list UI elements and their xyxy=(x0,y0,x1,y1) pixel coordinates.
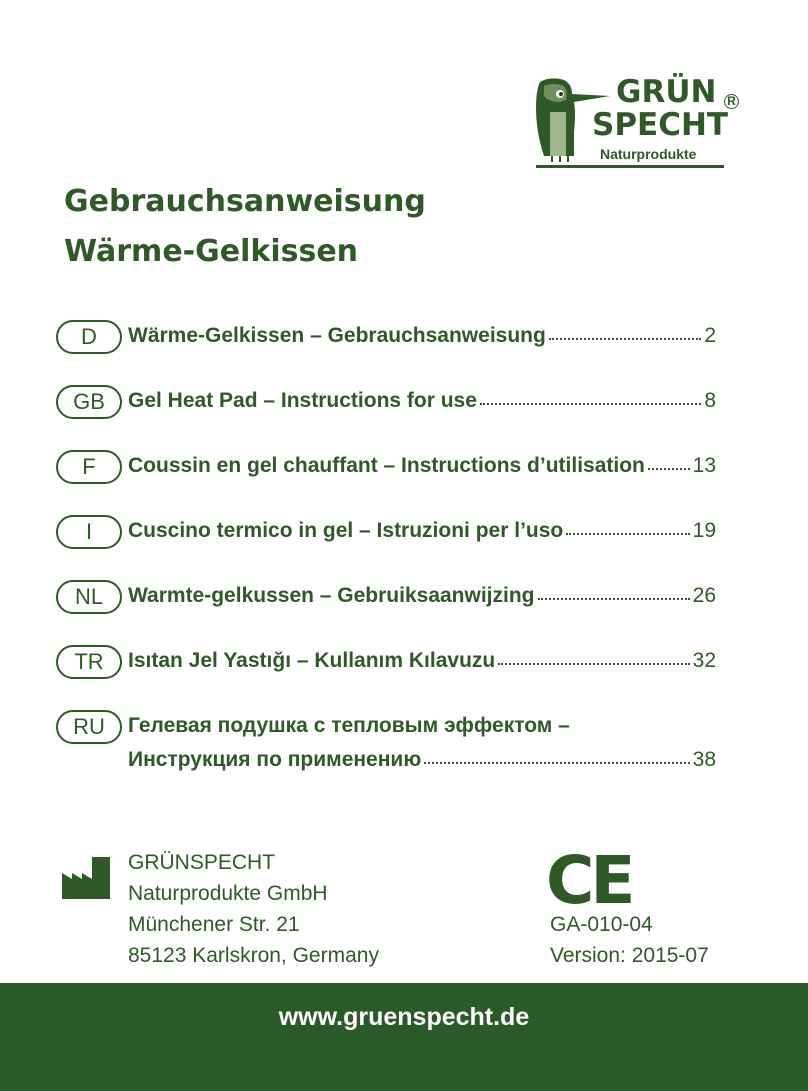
toc-entry-title: Isıtan Jel Yastığı – Kullanım Kılavuzu xyxy=(128,649,496,672)
toc-entry-title: Warmte-gelkussen – Gebruiksaanwijzing xyxy=(128,584,535,607)
toc-entry-title: Wärme-Gelkissen – Gebrauchsanweisung xyxy=(128,324,546,347)
toc-entry-de[interactable] xyxy=(56,320,716,356)
toc-entry-title-line2: Инструкция по применению xyxy=(128,748,422,771)
toc-page-number: 26 xyxy=(692,584,716,607)
product-title: Wärme-Gelkissen xyxy=(64,234,359,269)
manufacturer-name: GRÜNSPECHT xyxy=(128,851,276,874)
document-id: GA-010-04 xyxy=(550,913,653,936)
language-badge: F xyxy=(56,450,122,484)
toc-entry-title: Coussin en gel chauffant – Instructions d’utilisation xyxy=(128,454,645,477)
toc-page-number: 32 xyxy=(692,649,716,672)
manufacturer-address xyxy=(128,848,379,972)
toc-entry-tr[interactable] xyxy=(56,645,716,681)
toc-entry-title: Gel Heat Pad – Instructions for use xyxy=(128,389,477,412)
manufacturer-city: 85123 Karlskron, Germany xyxy=(128,944,379,967)
brand-logo xyxy=(530,72,740,172)
logo-text-specht: SPECHT xyxy=(592,107,729,143)
language-badge: GB xyxy=(56,385,122,419)
dot-leader xyxy=(538,598,690,600)
dot-leader xyxy=(424,762,689,764)
logo-underline xyxy=(536,165,724,168)
logo-subtitle: Naturprodukte xyxy=(600,146,697,162)
toc-page-number: 38 xyxy=(692,748,716,771)
toc-page-number: 19 xyxy=(692,519,716,542)
dot-leader xyxy=(566,533,689,535)
language-badge: I xyxy=(56,515,122,549)
dot-leader xyxy=(549,338,701,340)
toc-page-number: 8 xyxy=(704,389,716,412)
manufacturer-street: Münchener Str. 21 xyxy=(128,913,300,936)
document-meta xyxy=(550,910,709,972)
logo-text-grun: GRÜN xyxy=(616,74,717,110)
document-version: Version: 2015-07 xyxy=(550,944,709,967)
language-badge: D xyxy=(56,320,122,354)
language-badge: RU xyxy=(56,710,122,744)
dot-leader xyxy=(648,468,690,470)
toc-entry-ru[interactable] xyxy=(56,710,716,790)
language-badge: TR xyxy=(56,645,122,679)
language-badge: NL xyxy=(56,580,122,614)
toc-page-number: 13 xyxy=(692,454,716,477)
dot-leader xyxy=(480,403,701,405)
registered-mark: R xyxy=(724,94,739,109)
website-link[interactable]: www.gruenspecht.de xyxy=(278,1003,530,1031)
ce-mark: CE xyxy=(546,842,632,919)
dot-leader xyxy=(498,663,689,665)
toc-entry-nl[interactable] xyxy=(56,580,716,616)
factory-icon xyxy=(62,857,110,899)
document-title: Gebrauchsanweisung xyxy=(64,184,426,219)
manufacturer-company: Naturprodukte GmbH xyxy=(128,882,328,905)
toc-page-number: 2 xyxy=(704,324,716,347)
toc-entry-title: Cuscino termico in gel – Istruzioni per l’uso xyxy=(128,519,564,542)
toc-entry-gb[interactable] xyxy=(56,385,716,421)
toc-entry-it[interactable] xyxy=(56,515,716,551)
toc-entry-fr[interactable] xyxy=(56,450,716,486)
toc-entry-title: Гелевая подушка с тепловым эффектом – xyxy=(128,714,570,737)
footer-bar xyxy=(0,983,808,1091)
